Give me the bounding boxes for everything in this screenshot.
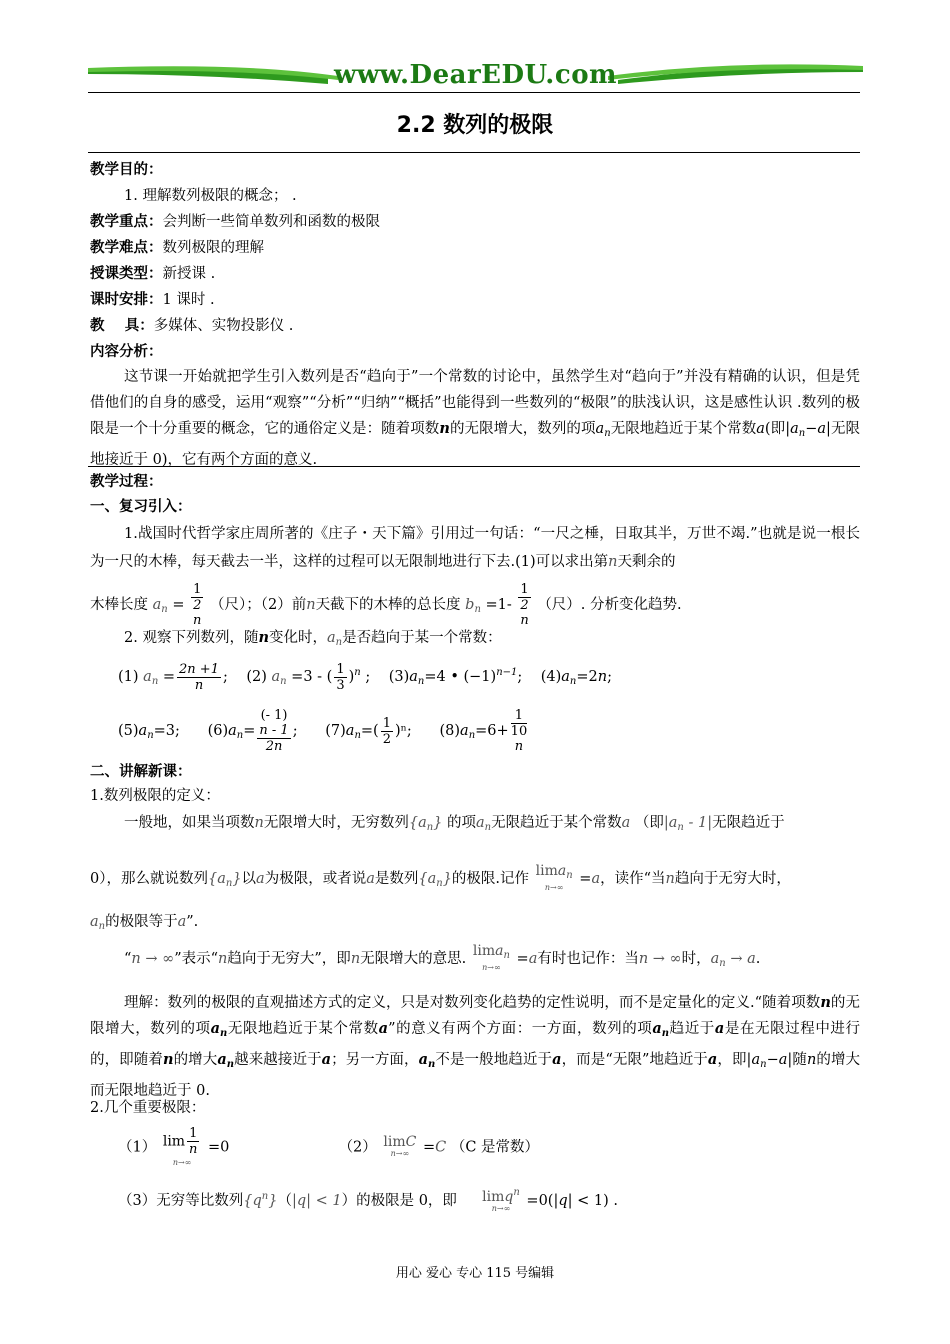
key-text: 会判断一些简单数列和函数的极限 xyxy=(162,214,380,230)
difficulty-label: 教学难点： xyxy=(90,240,163,256)
objective-item: 1. 理解数列极限的概念； . xyxy=(124,188,297,204)
definition-line-4: “n → ∞”表示“n趋向于无穷大”，即n无限增大的意思. lima$_n$ n→∞ =a有时也记作：当n → ∞时，$a_n \to a$. xyxy=(124,942,761,972)
definition-heading: 1.数列极限的定义： xyxy=(90,788,220,804)
tools-text: 多媒体、实物投影仪 . xyxy=(153,318,294,334)
objectives-label: 教学目的： xyxy=(90,162,163,178)
teaching-tools xyxy=(90,316,293,336)
zhuangzi-paragraph: 1.战国时代哲学家庄周所著的《庄子・天下篇》引用过一句话：“一尺之棰，日取其半，万世不竭.”也就是说一根长为一尺的木棒，每天截去一半，这样的过程可以无限制地进行下去.(1)可以求出第n天剩余的 xyxy=(90,526,860,570)
sequence-examples-2: $(5)a_n=3$; $(6)a_n=$ (- 1) n - 1 2n ; $(7)a_n=$( $\frac{1}{2}$ )ⁿ; $(8)a_n=6+$ 1 10 n xyxy=(118,708,528,754)
section-rule xyxy=(88,466,860,467)
analysis-paragraph: 这节课一开始就把学生引入数列是否“趋向于”一个常数的讨论中，虽然学生对“趋向于”并没有精确的认识，但是凭借他们的自身的感受，运用“观察”“分析”“归纳”“概括”也能得到一些数列的“极限”的肤浅认识，这是感性认识 .数列的极限是一个十分重要的概念，它的通俗定义是：随着项数n的无限增大，数列的项$a_n$无限地趋近于某个常数a(即$|a_n-a|$无限地接近于 0)，它有两个方面的意义. xyxy=(90,369,860,468)
analysis-label: 内容分析： xyxy=(90,344,163,360)
schedule-text: 1 课时 . xyxy=(162,292,215,308)
limits-line-1: （1） lim $\frac{1}{n}$ n→∞ =0 （2） limC n→∞ =C （C 是常数） xyxy=(118,1126,540,1167)
type-label: 授课类型： xyxy=(90,266,163,282)
page-footer: 用心 爱心 专心 115 号编辑 xyxy=(395,1266,555,1281)
section-review: 一、复习引入： xyxy=(90,499,192,515)
title-rule xyxy=(88,152,860,153)
lesson-type xyxy=(90,264,215,284)
page-title: 2.2 数列的极限 xyxy=(396,113,554,138)
definition-line-3: $a_n$的极限等于a”. xyxy=(90,914,199,932)
tools-label: 教 具： xyxy=(90,318,154,334)
process-label: 教学过程： xyxy=(90,474,163,490)
understanding-paragraph: 理解：数列的极限的直观描述方式的定义，只是对数列变化趋势的定性说明，而不是定量化的定义.“随着项数n的无限增大，数列的项$a_n$无限地趋近于某个常数a”的意义有两个方面：一方面，数列的项$a_n$趋近于a是在无限过程中进行的，即随着n的增大$a_n$越来越接近于a；另一方面，$a_n$不是一般地趋近于a，而是“无限”地趋近于a，即$|a_n-a|$随n的增大而无限地趋近于 0. xyxy=(90,994,861,1099)
key-label: 教学重点： xyxy=(90,214,163,230)
sequence-examples-1: (1) $a_n$ = $\frac{2n +1}{n}$ ; (2) $a_n =3$ - ( $\frac{1}{3}$ )$^n$ ; $(3)a_n=4$ • $(-1)^{n-1}$; $(4)a_n=2n$; xyxy=(118,661,612,693)
difficulty-point xyxy=(90,238,264,258)
schedule-label: 课时安排： xyxy=(90,292,163,308)
section-new-lesson: 二、讲解新课： xyxy=(90,764,192,780)
definition-line-2: 0），那么就说数列$\{a_n\}$以a为极限，或者说a是数列$\{a_n\}$的极限.记作 lima$_n$ n→∞ =a，读作“当n趋向于无穷大时， xyxy=(90,862,791,892)
observe-line: 2. 观察下列数列，随n变化时，$a_n$是否趋向于某一个常数： xyxy=(124,629,502,648)
site-logo-text: www.DearEDU.com xyxy=(333,60,618,90)
type-text: 新授课 . xyxy=(162,266,216,282)
definition-line-1: 一般地，如果当项数n无限增大时，无穷数列$\{a_n\}$ 的项$a_n$无限趋近于某个常数a （即$|a_n - 1|$无限趋近于 xyxy=(124,815,785,833)
stick-length-line: 木棒长度 $a_n$ = 1 2 n （尺）；（2）前n天截下的木棒的总长度 $b_n =1-$ 1 2 n （尺）. 分析变化趋势. xyxy=(90,582,682,628)
top-rule xyxy=(88,92,860,93)
key-point xyxy=(90,212,380,232)
lesson-schedule xyxy=(90,290,215,310)
limits-line-2: （3）无穷等比数列$\{q^n\}(|q| < 1)$的极限是 0，即 limq$^n$ n→∞ =0(|q| < 1) . xyxy=(118,1187,618,1213)
important-limits-heading: 2.几个重要极限： xyxy=(90,1100,206,1116)
difficulty-text: 数列极限的理解 xyxy=(162,240,264,256)
